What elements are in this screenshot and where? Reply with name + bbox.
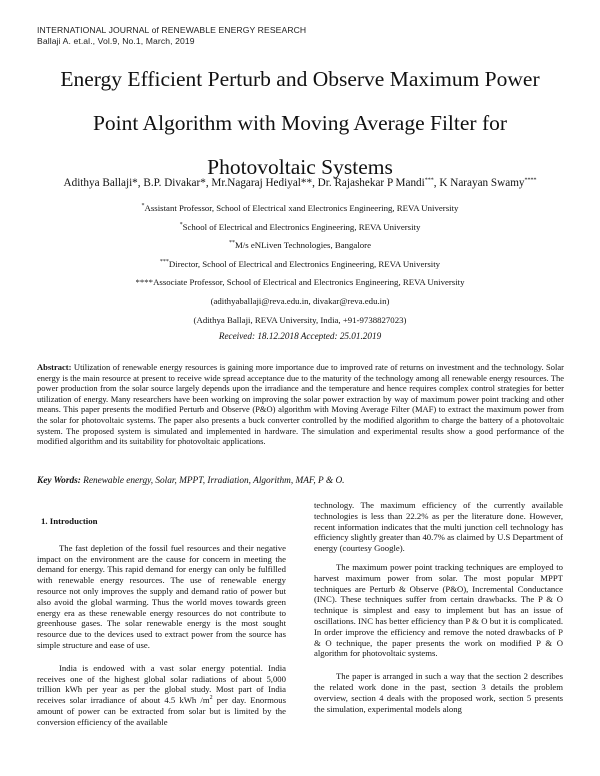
affiliation-4-text: Director, School of Electrical and Electronics Engineering, REVA University [168, 258, 441, 269]
affiliation-2-sup: * [179, 221, 183, 228]
abstract-label: Abstract: [37, 362, 72, 372]
left-column [37, 500, 286, 728]
affiliation-2-text: School of Electrical and Electronics Engineering, REVA University [182, 221, 421, 232]
intro-paragraph-2-b: per day. Enormous amount of power can be extracted from solar but is limited by the conversion efficiency of the available [37, 695, 286, 727]
journal-header [37, 25, 306, 47]
keywords [37, 476, 564, 486]
title-line-2: Point Algorithm with Moving Average Filter for [92, 111, 508, 135]
affiliation-1-sup: * [141, 203, 145, 210]
intro-paragraph-2 [37, 663, 286, 728]
intro-paragraph-4: The maximum power point tracking techniques are employed to harvest maximum power from solar. The most popular MPPT techniques are Perturb & Observe (P&O), Incremental Conductance (INC). These techniques suffer from certain drawbacks. The P & O technique is simplest and easy to implement but has an issue of oscillations. INC has better efficiency than P & O but it is complicated. In order improve the efficiency and remove the noted drawbacks of P & O technique, the paper presents the work on modified P & O algorithm for photovoltaic systems. [314, 561, 563, 659]
affiliation-3 [20, 236, 580, 255]
journal-name: INTERNATIONAL JOURNAL of RENEWABLE ENERGY RESEARCH [37, 25, 307, 35]
abstract-text: Utilization of renewable energy resources is gaining more importance due to improved rate of returns on investment and the technology. Solar energy is the main resource at present to receive wide spread acceptance due to the maturity of the technology among all renewable energy resources. The power production from the solar source largely depends upon the irradiance and the temperature and hence requires complex control strategies for better utilization of energy. Many researchers have been working on improving the solar power extraction by way of maximum power point tracking and other means. This paper presents the modified Perturb and Observe (P&O) algorithm with Moving Average Filter (MAF) to extract the maximum power from the solar for photovoltaic systems. The paper also presents a buck converter controlled by the modified algorithm to charge the battery of a photovoltaic system. The proposed system is simulated and implemented in hardware. The simulation and experimental results show a good performance of the modified algorithm and its suitability for photovoltaic applications. [37, 362, 564, 447]
affiliation-1 [20, 199, 580, 218]
corresponding-author: (Adithya Ballaji, REVA University, India, +91-9738827023) [193, 314, 407, 325]
intro-paragraph-5: The paper is arranged in such a way that the section 2 describes the related work done in the past, section 3 details the problem overview, section 4 deals with the proposed work, section 5 presents the simulation, experimental models along [314, 671, 563, 714]
affiliation-5: ****Associate Professor, School of Electrical and Electronics Engineering, REVA University [135, 277, 465, 288]
intro-paragraph-2-a: India is endowed with a vast solar energy potential. India receives one of the highest global solar radiations of about 5,000 trillion kWh per year as per the global study. Most part of India receives solar irradiance of about 4.5 kWh /m [37, 662, 286, 706]
paper-title [20, 57, 580, 189]
affiliation-3-text: M/s eNLiven Technologies, Bangalore [234, 240, 372, 251]
title-line-3: Photovoltaic Systems [207, 155, 393, 179]
received-accepted-dates: Received: 18.12.2018 Accepted: 25.01.2019 [218, 331, 382, 341]
affiliation-4 [20, 255, 580, 274]
intro-paragraph-1: The fast depletion of the fossil fuel resources and their negative impact on the environment are the cause for concern in meeting the demand for energy. This rapid demand for energy can only be fulfilled with renewable energy resources. The use of renewable energy resource not only improves the supply and demand ratio of power but also avoid the global warming. Thus the world moves towards green energy era as these renewable energy resources do not contribute to greenhouse gases. The solar renewable energy is the most sought resource due to the devices used to extract power from the source has simple structure and ease of use. [37, 542, 286, 650]
keywords-text: Renewable energy, Solar, MPPT, Irradiation, Algorithm, MAF, P & O. [80, 476, 345, 486]
affiliation-3-sup: ** [228, 240, 235, 247]
author-sup-1: *** [424, 177, 434, 184]
affiliation-1-text: Assistant Professor, School of Electrical xand Electronics Engineering, REVA University [144, 203, 459, 213]
authors-part-1: Adithya Ballaji*, B.P. Divakar*, Mr.Nagaraj Hediyal**, Dr. Rajashekar P Mandi [63, 177, 425, 189]
right-column [314, 500, 563, 714]
authors-part-2: , K Narayan Swamy [433, 177, 525, 189]
intro-paragraph-2-sup: 2 [209, 695, 213, 702]
affiliation-4-sup: *** [159, 258, 169, 265]
keywords-label: Key Words: [37, 476, 81, 486]
author-sup-2: **** [524, 177, 537, 184]
abstract [37, 362, 564, 447]
affiliation-2 [20, 218, 580, 237]
intro-paragraph-3: technology. The maximum efficiency of the currently available technologies is less than 22.2% as per the literature done. However, recent information indicates that the multi junction cell technology has efficiency slightly greater than 40.7% as claimed by U.S Department of energy (courtesy Google). [314, 500, 563, 554]
citation-line: Ballaji A. et.al., Vol.9, No.1, March, 2019 [37, 36, 195, 46]
section-heading-introduction: 1. Introduction [41, 516, 98, 526]
title-line-1: Energy Efficient Perturb and Observe Maximum Power [60, 67, 540, 91]
affiliations [20, 199, 580, 329]
author-emails: (adithyaballaji@reva.edu.in, divakar@reva.edu.in) [210, 295, 390, 306]
author-list [20, 177, 580, 189]
